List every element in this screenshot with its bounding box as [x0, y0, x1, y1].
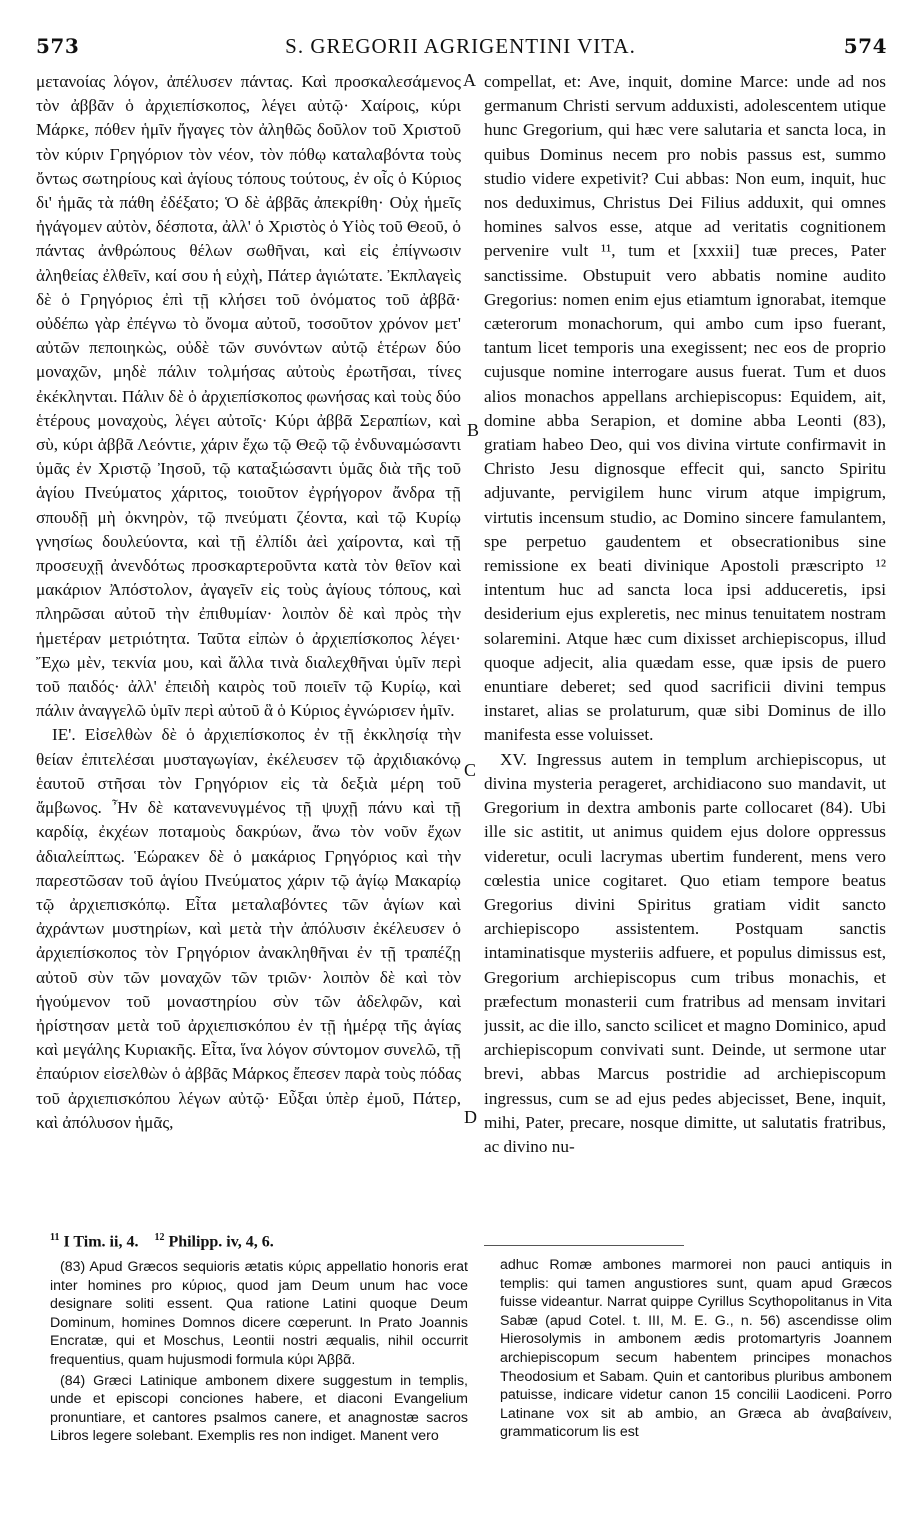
margin-letter-c: C — [464, 760, 477, 780]
note-84: (84) Græci Latinique ambonem dixere suggestum in templis, unde et episcopi conciones habere, et diaconi Evangelium pronuntiare, et cantores psalmos canere, et anagnostæ sacros Libros legere solebant. Exemplis res non indiget. Manent vero — [50, 1372, 468, 1445]
latin-paragraph-1: compellat, et: Ave, inquit, domine Marce: unde ad nos germanum Christi servum adduxisti, adolescentem utique hunc Gregorium, qui hæc vere salutaria et sancta loca, in quibus Dominus necem pro nobis passus est, summo studio videre expetivit? Cui abbas: Non eum, inquit, huc nos deduximus, Christus Dei Filius adduxit, qui omnes homines salvos esse, atque ad veritatis cognitionem pervenire vult ¹¹, tum et [xxxii] tuæ preces, Pater sanctissime. Obstupuit vero abbatis nomine audito Gregorius: nomen enim ejus etiamtum ignorabat, itemque cæterorum monachorum, qui ambo cum ipso fuerant, tantum licet temporis una exegissent; nec eos de proprio cujusque nomine interrogare ausus fuerat. Tum et duos alios monachos appellans archiepiscopus: Equidem, ait, domine abba Serapion, et domine abba Leonti (83), gratiam habeo Deo, qui vos divina virtute confirmavit in Christo Jesu dignosque effecit qui, sancto Spiritu adjuvante, pervigilem hunc virum atque impigrum, virtutis incensum studio, ac Domino sincere famulantem, spe perpetuo gaudentem et obsecrationibus sine remissione ex beati divinique Apostoli præscripto ¹² intentum huc ad sancta loca ipsi adduceretis, ipsi desiderium ejus expleretis, nec minus tenuitatem nostram solaremini. Atque hæc cum dixisset archiepiscopus, illud quoque adjecit, alia quædam esse, quæ ipsis de puero enuntiare deberet; sed quod sacrificii divini tempus instaret, alias se prolaturum, quæ sibi Dominus de illo manifesta esse voluisset. — [484, 72, 886, 745]
margin-letter-b: B — [467, 420, 480, 440]
latin-paragraph-2: XV. Ingressus autem in templum archiepiscopus, ut divina mysteria perageret, archidiacono suo mandavit, ut Gregorium in dextra ambonis parte collocaret (84). Ubi ille sic astitit, ut animus quidem ejus dolore oppressus videretur, oculi lacrymas ubertim funderent, mens vero cœlestia unice cogitaret. Quo etiam tempore beatus Gregorius divini Spiritus gratiam vidit sancto archiepiscopo assistentem. Postquam sanctis intaminatisque mysteriis adfuere, et populus dimissus est, Gregorium archiepiscopus cum tribus monachis, et præfectum monasterii cum fratribus ad mensam invitari jussit, ac die illo, sancto scilicet et magno Dominico, apud archiepiscopum convivati sunt. Deinde, ut sermone utar brevi, abbas Marcus postridie ad archiepiscopum ingressus, cum se ad ejus pedes abjecisset, Bene, inquit, mihi, Pater, precare, nosque dimitte, ut salutatis fratribus, ac divino nu- — [484, 749, 886, 1156]
greek-paragraph-2: ΙΕ'. Εἰσελθὼν δὲ ὁ ἀρχιεπίσκοπος ἐν τῇ ἐκκλησίᾳ τὴν θείαν ἐπιτελέσαι μυσταγωγίαν, ἐκέλευσεν τῷ ἀρχιδιακόνῳ ἑαυτοῦ στῆσαι τὸν Γρηγόριον εἰς τὰ δεξιὰ μέρη τοῦ ἄμβωνος. Ἦν δὲ κατανενυγμένος τῇ ψυχῇ πάνυ καὶ τῇ καρδίᾳ, ἐκχέων ποταμοὺς δακρύων, ἄνω τὸν νοῦν ἔχων ἀδιαλείπτως. Ἑώρακεν δὲ ὁ μακάριος Γρηγόριος καὶ τὴν παρεστῶσαν τοῦ ἁγίου Πνεύματος χάριν τῷ ἁγίῳ Μακαρίῳ τῷ ἀρχιεπισκόπῳ. Εἶτα μεταλαβόντες τῶν ἁγίων καὶ ἀχράντων μυστηρίων, καὶ μετὰ τὴν ἀπόλυσιν ἐκέλευσεν ὁ ἀρχιεπίσκοπος τὸν Γρηγόριον ἀνακληθῆναι ἐν τῇ τραπέζῃ αὐτοῦ σὺν τῶν μοναχῶν τῶν τριῶν· λοιπὸν δὲ καὶ τὸν ἡγούμενον τοῦ μοναστηρίου σὺν τῶν ἀδελφῶν, καὶ ἠρίστησαν μετὰ τοῦ ἀρχιεπισκόπου ἐν τῇ ἡμέρᾳ τῆς ἁγίας καὶ μεγάλης Κυριακῆς. Εἶτα, ἵνα λόγον σύντομον συνελῶ, τῇ ἐπαύριον εἰσελθὼν ὁ ἀββᾶς Μάρκος ἔπεσεν παρὰ τοὺς πόδας τοῦ ἀρχιεπισκόπου λέγων αὐτῷ· Εὖξαι ὑπὲρ ἐμοῦ, Πάτερ, καὶ ἀπόλυσον ἡμᾶς, — [36, 725, 461, 1132]
greek-paragraph-1: μετανοίας λόγον, ἀπέλυσεν πάντας. Καὶ προσκαλεσάμενος τὸν ἀββᾶν ὁ ἀρχιεπίσκοπος, λέγει αὐτῷ· Χαίροις, κύρι Μάρκε, πόθεν ἡμῖν ἤγαγες τὸν ἀληθῶς δοῦλον τοῦ Χριστοῦ τὸν κύριν Γρηγόριον τὸν νέον, τὸν πόθῳ καταλαβόντα τοὺς ὄντως σωτηρίους καὶ ἁγίους τόπους τούτους, ἐν οἷς ὁ Κύριος δι' ἡμᾶς τὰ πάθη ἐδέξατο; Ὁ δὲ ἀββᾶς ἀπεκρίθη· Οὐχ ἡμεῖς ἠγάγομεν αὐτὸν, δέσποτα, ἀλλ' ὁ Χριστὸς ὁ Υἱὸς τοῦ Θεοῦ, ὁ πάντας ἀνθρώπους θέλων σωθῆναι, καὶ εἰς ἐπίγνωσιν ἀληθείας ἐλθεῖν, καί σου ἡ εὐχὴ, Πάτερ ἁγιώτατε. Ἐκπλαγεὶς δὲ ὁ Γρηγόριος ἐπὶ τῇ κλήσει τοῦ ὀνόματος τοῦ ἀββᾶ· οὐδέπω γὰρ ἐπέγνω τὸ ὄνομα αὐτοῦ, τοσοῦτον χρόνον μετ' αὐτῶν πεποιηκὼς, οὐδὲ τῶν συνόντων αὐτῷ ἑτέρων δύο μοναχῶν, μηδὲ πάλιν τολμήσας αὐτοὺς ἐρωτῆσαι, τίνες ἐκέκληνται. Πάλιν δὲ ὁ ἀρχιεπίσκοπος φωνήσας καὶ τοὺς δύο ἑτέρους μοναχοὺς, λέγει αὐτοῖς· Κύρι ἀββᾶ Σεραπίων, καὶ σὺ, κύρι ἀββᾶ Λεόντιε, χάριν ἔχω τῷ Θεῷ τῷ ἐνδυναμώσαντι ὑμᾶς ἐν Χριστῷ Ἰησοῦ, τῷ καταξιώσαντι ὑμᾶς διὰ τῆς τοῦ ἁγίου Πνεύματος χάριτος, τοιοῦτον ἐγρήγορον ἄνδρα τῇ σπουδῇ μὴ ὀκνηρὸν, τῷ πνεύματι ζέοντα, καὶ τῷ Κυρίῳ γνησίως δουλεύοντα, καὶ τῇ ἐλπίδι ἀεὶ χαίροντα, καὶ τῇ προσευχῇ ἀνενδότως προσκαρτεροῦντα κατὰ τὸν θεῖον καὶ μακάριον Ἀπόστολον, ἀγαγεῖν εἰς τοὺς ἁγίους τόπους, καὶ πληρῶσαι αὐτοῦ τὴν ἐπιθυμίαν· λοιπὸν δὲ καὶ πρὸς τὴν ἡμετέραν μετριότητα. Ταῦτα εἰπὼν ὁ ἀρχιεπίσκοπος λέγει· Ἔχω μὲν, τεκνία μου, καὶ ἄλλα τινὰ διαλεχθῆναι ὑμῖν περὶ τοῦ παιδός· ἀλλ' ἐπειδὴ καιρὸς τοῦ ποιεῖν τῷ Κυρίῳ, καὶ πάλιν ἀναγγελῶ ὑμῖν περὶ αὐτοῦ ἃ ὁ Κύριος ἐγνώρισεν ἡμῖν. — [36, 72, 461, 721]
footnote-ref-11: I Tim. ii, 4. — [63, 1233, 139, 1251]
note-83: (83) Apud Græcos sequioris ætatis κύρις appellatio honoris erat inter homines pro κύριος, quod jam Deum unum hac voce designare soliti essent. Qua ratione Latini quoque Deum Dominum, homines Domnos dicere cœperunt. In Prato Joannis Encratæ, qui et Moschus, Leontii nostri æqualis, nihil occurrit frequentius, quam hujusmodi formula κύρι Ἀββᾶ. — [50, 1259, 468, 1368]
footnote-number-11: 11 — [50, 1232, 60, 1243]
page-header — [0, 34, 921, 64]
notes-left-column — [50, 1258, 468, 1506]
margin-letter-d: D — [464, 1107, 477, 1127]
page-number-left: 573 — [36, 34, 80, 58]
footnote-ref-12: Philipp. iv, 4, 6. — [168, 1233, 274, 1251]
running-title: S. GREGORII AGRIGENTINI VITA. — [285, 34, 636, 58]
notes-right-column — [500, 1256, 892, 1506]
latin-text-column — [484, 70, 886, 1230]
margin-letter-a: A — [463, 70, 476, 90]
notes-divider — [484, 1245, 684, 1246]
page-number-right: 574 — [843, 34, 887, 58]
footnote-number-12: 12 — [154, 1232, 165, 1243]
greek-text-column — [36, 70, 461, 1230]
scripture-references — [50, 1232, 450, 1251]
note-84-continued: adhuc Romæ ambones marmorei non pauci antiquis in templis: qui tamen angustiores sunt, quam apud Græcos fuisse videantur. Narrat quippe Cyrillus Scythopolitanus in Vita Sabæ (apud Cotel. t. III, M. E. G., n. 56) ascendisse olim Hierosolymis in ambonem ædis protomartyris Joannem archiepiscopum secum habentem principes monachos Theodosium et Sabam. Quin et cantoribus pluribus ambonem patuisse, indicare videtur canon 15 concilii Laodiceni. Porro Latinane vox sit ab ambio, an Græca ab ἀναβαίνειν, grammaticorum lis est — [500, 1257, 892, 1441]
